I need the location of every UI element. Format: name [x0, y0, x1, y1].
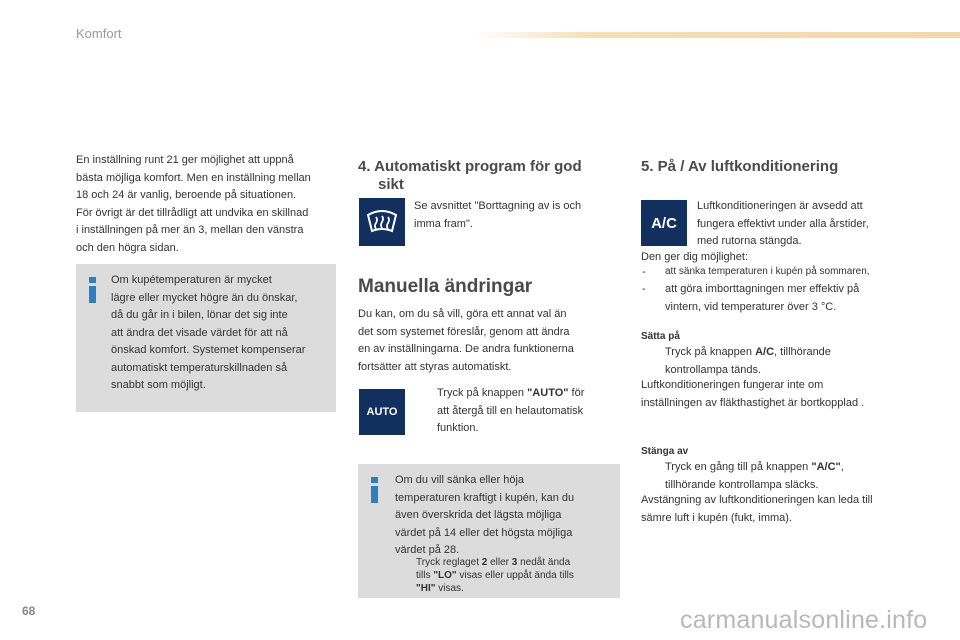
note-line: snabbt som möjligt. [111, 379, 206, 391]
step-text: eller [487, 557, 512, 568]
intro-line: bästa möjliga komfort. Men en inställning mellan [76, 171, 311, 184]
step-keyword: "LO" [433, 570, 457, 581]
section5-heading: 5. På / Av luftkonditionering [641, 158, 839, 175]
temp-note-line: temperaturen kraftigt i kupén, kan du [395, 491, 575, 504]
manual-paragraph [358, 306, 618, 376]
note-line: automatiskt temperaturskillnaden så [111, 361, 288, 374]
header-decor-bar [470, 32, 960, 38]
info-note-box [76, 264, 336, 412]
ac-on-step [665, 344, 905, 379]
intro-line: och den högra sidan. [76, 241, 179, 254]
ac-option [665, 281, 905, 316]
auto-button-icon: AUTO [359, 389, 405, 435]
manual-line: Du kan, om du så vill, göra ett annat val än [358, 308, 567, 320]
step-text: Tryck reglaget [416, 557, 482, 568]
step-text: visas eller uppåt ända tills [456, 570, 574, 581]
ac-intro-line: fungera effektivt under alla årstider, [697, 217, 869, 230]
info-note-box [358, 464, 620, 598]
temp-note-step [416, 556, 616, 595]
note-line: då du går in i bilen, lönar det sig inte [111, 309, 288, 321]
auto-step-line: att återgå till en helautomatisk [437, 404, 584, 417]
note-line: lägre eller mycket högre än du önskar, [111, 291, 298, 304]
page-header-title: Komfort [76, 26, 122, 41]
ac-gives-text: Den ger dig möjlighet: [641, 251, 749, 263]
ac-off-title: Stänga av [641, 446, 689, 457]
page-number: 68 [22, 604, 36, 618]
auto-step-keyword: "AUTO" [527, 387, 569, 399]
note-line: önskad komfort. Systemet kompenserar [111, 344, 306, 356]
temp-note-line: värdet på 14 eller det högsta möjliga [395, 526, 573, 539]
step-text: Tryck på knappen [665, 346, 756, 358]
ac-on-note-line: inställningen av fläkthastighet är bortkopplad . [641, 396, 865, 409]
ac-option: att sänka temperaturen i kupén på sommaren, [665, 266, 870, 277]
info-icon [88, 277, 98, 303]
ac-intro [697, 198, 917, 251]
section4-text-line: Se avsnittet "Borttagning av is och [414, 200, 582, 212]
section4-heading-line: 4. Automatiskt program för god [358, 158, 582, 175]
step-line: tillhörande kontrollampa släcks. [665, 478, 819, 491]
section4-heading-line: sikt [378, 176, 404, 193]
watermark: carmanualsonline.info [680, 606, 928, 634]
auto-step-text: för [568, 387, 585, 399]
section4-heading [358, 158, 618, 194]
step-keyword: "A/C" [811, 461, 841, 473]
ac-off-step [665, 459, 905, 494]
step-line: kontrollampa tänds. [665, 363, 761, 376]
info-note-text [111, 272, 331, 395]
intro-line: i inställningen på mer än 3, mellan den vänstra [76, 224, 304, 236]
ac-button-icon: A/C [641, 200, 687, 246]
dash-bullet: - [642, 283, 646, 295]
note-line: att ändra det visade värdet för att nå [111, 326, 288, 339]
ac-on-title: Sätta på [641, 331, 680, 342]
intro-paragraph [76, 152, 341, 257]
step-text: visas. [435, 583, 464, 594]
intro-line: En inställning runt 21 ger möjlighet att uppnå [76, 154, 294, 166]
ac-off-note-line: Avstängning av luftkonditioneringen kan leda till [641, 494, 873, 506]
info-icon [370, 477, 380, 503]
auto-step-line: funktion. [437, 422, 479, 434]
step-text: Tryck en gång till på knappen [665, 461, 812, 473]
ac-option-line: att göra imborttagningen mer effektiv på [665, 283, 860, 295]
section4-text [414, 198, 614, 233]
ac-off-note-line: sämre luft i kupén (fukt, imma). [641, 511, 792, 524]
intro-line: För övrigt är det tillrådligt att undvika en skillnad [76, 206, 309, 219]
auto-step [437, 385, 617, 438]
step-keyword: "HI" [416, 583, 436, 594]
temp-note-line: även överskrida det lägsta möjliga [395, 509, 562, 521]
ac-off-note [641, 492, 911, 527]
step-keyword: 3 [511, 557, 518, 568]
section4-text-line: imma fram". [414, 217, 473, 230]
manual-line: fortsätter att styras automatiskt. [358, 360, 512, 373]
step-text: , [840, 461, 844, 473]
manual-line: det som systemet föreslår, genom att ändra [358, 325, 570, 338]
manual-line: en av inställningarna. De andra funktionerna [358, 343, 574, 355]
ac-option-line: vintern, vid temperaturer över 3 °C. [665, 300, 837, 313]
temp-note-text [395, 472, 617, 560]
note-line: Om kupétemperaturen är mycket [111, 274, 272, 286]
step-keyword: 2 [481, 557, 488, 568]
step-text: , tillhörande [774, 346, 831, 358]
step-text: tills [416, 570, 434, 581]
step-text: nedåt ända [517, 557, 571, 568]
ac-on-note-line: Luftkonditioneringen fungerar inte om [641, 379, 824, 391]
windscreen-demist-icon [359, 198, 405, 246]
temp-note-line: Om du vill sänka eller höja [395, 474, 525, 486]
auto-step-text: Tryck på knappen [437, 387, 528, 399]
ac-intro-line: med rutorna stängda. [697, 235, 802, 247]
intro-line: 18 och 24 är vanlig, beroende på situationen. [76, 189, 297, 201]
step-keyword: A/C [755, 346, 775, 358]
dash-bullet: - [642, 266, 646, 278]
temp-note-line: värdet på 28. [395, 544, 460, 556]
ac-intro-line: Luftkonditioneringen är avsedd att [697, 200, 863, 212]
manual-heading: Manuella ändringar [358, 276, 533, 297]
ac-on-note [641, 377, 911, 412]
